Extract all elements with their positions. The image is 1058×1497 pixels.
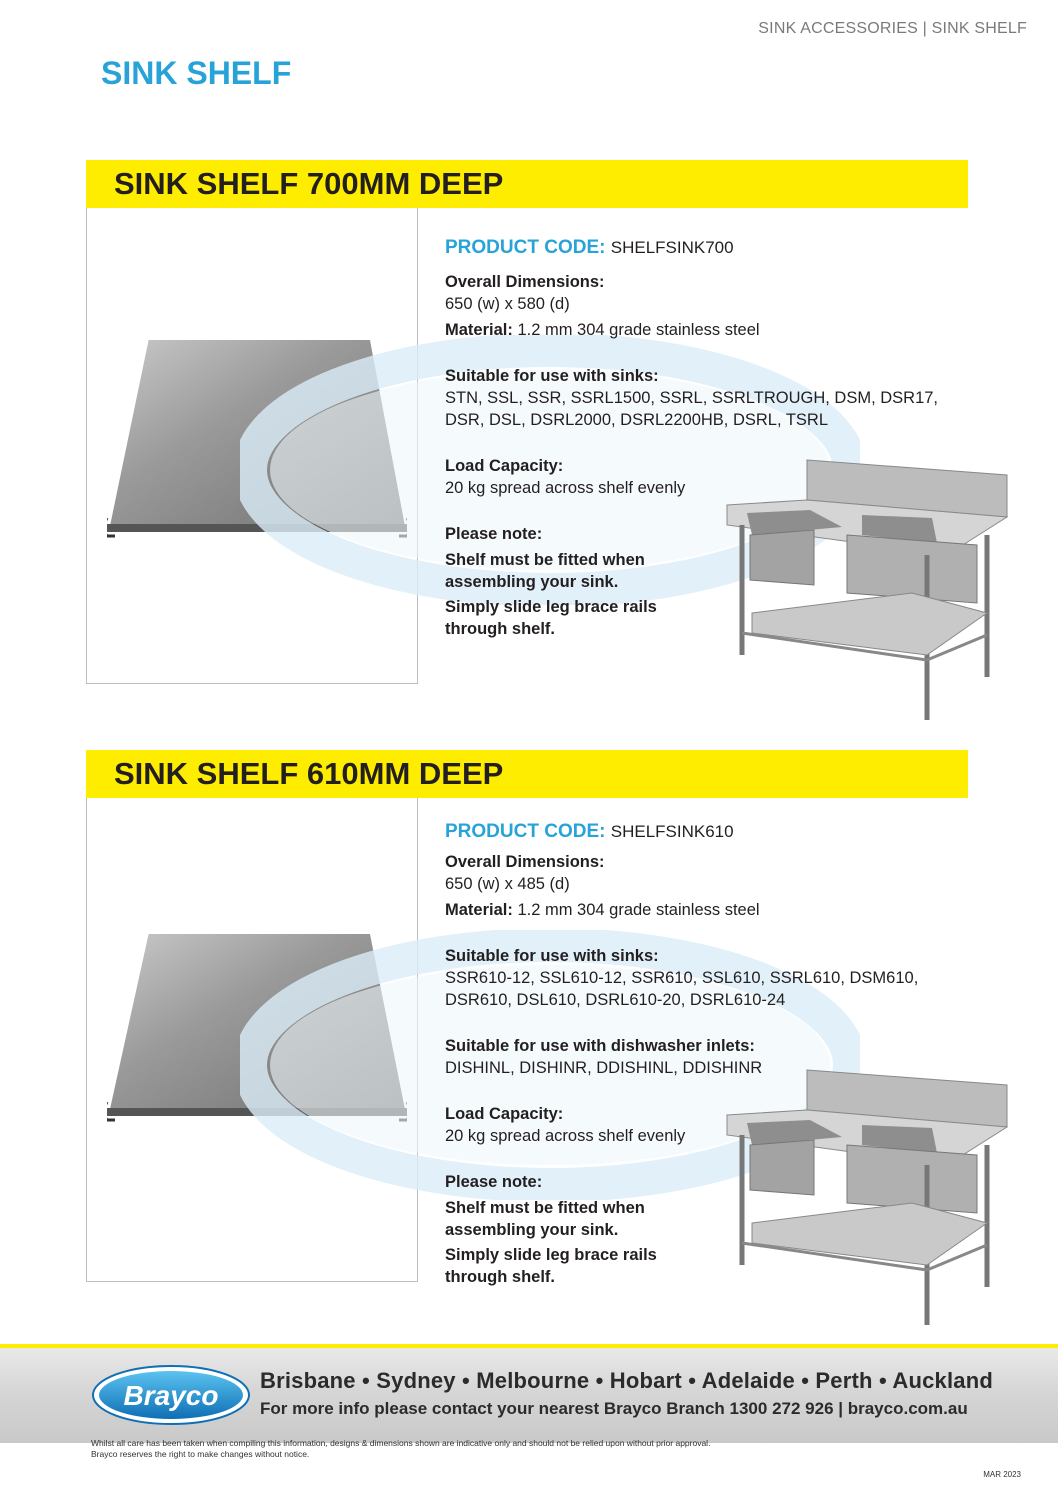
product-code: SHELFSINK610: [610, 822, 734, 841]
footer: [0, 1344, 1058, 1443]
material-value: 1.2 mm 304 grade stainless steel: [517, 901, 760, 919]
branch-cities: Brisbane • Sydney • Melbourne • Hobart • Adelaide • Perth • Auckland: [260, 1368, 993, 1393]
dimensions-label: Overall Dimensions:: [445, 853, 605, 871]
material-row: [445, 899, 985, 921]
product-code: SHELFSINK700: [610, 238, 734, 257]
contact-info: For more info please contact your nearest Brayco Branch 1300 272 926 | brayco.com.au: [260, 1399, 968, 1418]
material-value: 1.2 mm 304 grade stainless steel: [517, 321, 760, 339]
breadcrumb: SINK ACCESSORIES | SINK SHELF: [758, 20, 1027, 37]
brayco-logo: [91, 1364, 251, 1426]
publication-date: MAR 2023: [983, 1470, 1021, 1479]
note-line: Shelf must be fitted when: [445, 1199, 645, 1217]
sinks-label: Suitable for use with sinks:: [445, 367, 659, 385]
double-sink-image: [722, 1065, 1012, 1330]
note-line: through shelf.: [445, 620, 555, 638]
dishwasher-label: Suitable for use with dishwasher inlets:: [445, 1037, 755, 1055]
product-code-label: PRODUCT CODE:: [445, 237, 606, 258]
disclaimer: [91, 1438, 710, 1460]
material-label: Material:: [445, 901, 513, 919]
note-line: through shelf.: [445, 1268, 555, 1286]
sinks-list-line: DSR, DSL, DSRL2000, DSRL2200HB, DSRL, TSRL: [445, 411, 829, 429]
product-code-row: [445, 821, 985, 843]
load-label: Load Capacity:: [445, 1105, 564, 1123]
note-label: Please note:: [445, 525, 543, 543]
product-heading: SINK SHELF 610MM DEEP: [86, 750, 968, 798]
dimensions-value: 650 (w) x 485 (d): [445, 875, 570, 893]
disclaimer-line: Whilst all care has been taken when compiling this information, designs & dimensions shown are indicative only and should not be relied upon without prior approval.: [91, 1438, 711, 1448]
note-label: Please note:: [445, 1173, 543, 1191]
sinks-list-line: STN, SSL, SSR, SSRL1500, SSRL, SSRLTROUGH, DSM, DSR17,: [445, 389, 939, 407]
dishwasher-list: DISHINL, DISHINR, DDISHINL, DDISHINR: [445, 1059, 763, 1077]
product-code-row: [445, 237, 985, 259]
logo-text: Brayco: [123, 1380, 219, 1411]
sinks-list-line: SSR610-12, SSL610-12, SSR610, SSL610, SSRL610, DSM610,: [445, 969, 919, 987]
double-sink-image: [722, 455, 1012, 725]
load-value: 20 kg spread across shelf evenly: [445, 479, 686, 497]
disclaimer-line: Brayco reserves the right to make changes without notice.: [91, 1449, 310, 1459]
note-line: assembling your sink.: [445, 1221, 619, 1239]
note-line: Shelf must be fitted when: [445, 551, 645, 569]
page-title: SINK SHELF: [101, 55, 292, 91]
dimensions-label: Overall Dimensions:: [445, 273, 605, 291]
material-label: Material:: [445, 321, 513, 339]
sinks-label: Suitable for use with sinks:: [445, 947, 659, 965]
product-code-label: PRODUCT CODE:: [445, 821, 606, 842]
load-label: Load Capacity:: [445, 457, 564, 475]
dimensions-value: 650 (w) x 580 (d): [445, 295, 570, 313]
note-line: Simply slide leg brace rails: [445, 1246, 657, 1264]
sinks-list-line: DSR610, DSL610, DSRL610-20, DSRL610-24: [445, 991, 786, 1009]
load-value: 20 kg spread across shelf evenly: [445, 1127, 686, 1145]
note-line: Simply slide leg brace rails: [445, 598, 657, 616]
product-heading: SINK SHELF 700MM DEEP: [86, 160, 968, 208]
note-line: assembling your sink.: [445, 573, 619, 591]
material-row: [445, 319, 985, 341]
